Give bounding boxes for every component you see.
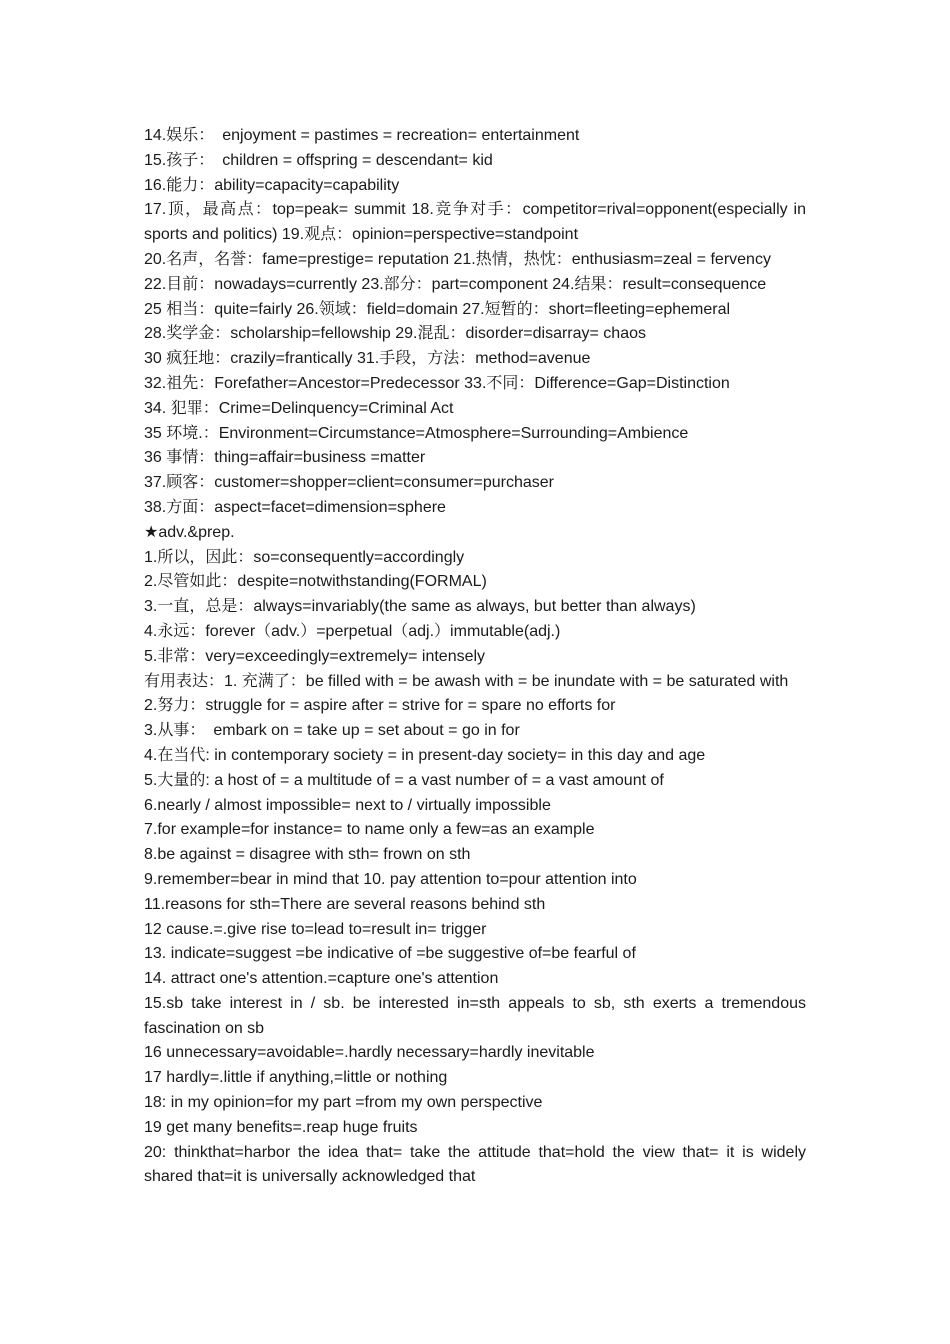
text-line: 30 疯狂地：crazily=frantically 31.手段，方法：method=avenue bbox=[144, 350, 591, 368]
text-line: 4.永远：forever（adv.）=perpetual（adj.）immutable(adj.) bbox=[144, 622, 561, 640]
text-line: 14.娱乐： enjoyment = pastimes = recreation= entertainment bbox=[144, 127, 580, 144]
text-line: 20: thinkthat=harbor the idea that= take the attitude that=hold the view that= it is widely shared that=it is universally acknowledged that bbox=[144, 1143, 806, 1186]
text-line: 9.remember=bear in mind that 10. pay attention to=pour attention into bbox=[144, 870, 637, 888]
text-line: 1.所以，因此：so=consequently=accordingly bbox=[144, 548, 465, 566]
text-line: 12 cause.=.give rise to=lead to=result in= trigger bbox=[144, 920, 487, 938]
text-line: 2.努力：struggle for = aspire after = strive for = spare no efforts for bbox=[144, 697, 616, 715]
text-line: 20.名声，名誉：fame=prestige= reputation 21.热情，热忱：enthusiasm=zeal = fervency bbox=[144, 250, 771, 268]
text-line: 13. indicate=suggest =be indicative of =be suggestive of=be fearful of bbox=[144, 945, 636, 963]
text-line: 17.顶，最高点：top=peak= summit 18.竞争对手：competitor=rival=opponent(especially in sports and politics) 19.观点：opinion=perspective=standpoint bbox=[144, 201, 806, 244]
text-line: 36 事情：thing=affair=business =matter bbox=[144, 449, 426, 467]
text-line: 15.孩子： children = offspring = descendant= kid bbox=[144, 151, 493, 169]
text-line: 7.for example=for instance= to name only a few=as an example bbox=[144, 821, 595, 839]
text-line: 3.一直，总是：always=invariably(the same as always, but better than always) bbox=[144, 598, 696, 616]
document-body bbox=[144, 124, 806, 1190]
text-line: 18: in my opinion=for my part =from my own perspective bbox=[144, 1094, 543, 1112]
text-line: 3.从事： embark on = take up = set about = go in for bbox=[144, 722, 520, 740]
text-line: 35 环境.：Environment=Circumstance=Atmosphere=Surrounding=Ambience bbox=[144, 424, 689, 442]
text-line: 14. attract one's attention.=capture one's attention bbox=[144, 970, 499, 988]
text-line: 22.目前：nowadays=currently 23.部分：part=component 24.结果：result=consequence bbox=[144, 275, 767, 293]
text-line: 11.reasons for sth=There are several reasons behind sth bbox=[144, 895, 546, 913]
text-line: 5.非常：very=exceedingly=extremely= intensely bbox=[144, 647, 486, 665]
text-line: 5.大量的: a host of = a multitude of = a vast number of = a vast amount of bbox=[144, 771, 664, 789]
text-line: 28.奖学金：scholarship=fellowship 29.混乱：disorder=disarray= chaos bbox=[144, 325, 647, 343]
text-line: 16.能力：ability=capacity=capability bbox=[144, 176, 400, 194]
text-line: 38.方面：aspect=facet=dimension=sphere bbox=[144, 498, 446, 516]
text-line: 17 hardly=.little if anything,=little or nothing bbox=[144, 1069, 448, 1087]
text-line: 有用表达：1. 充满了：be filled with = be awash with = be inundate with = be saturated with bbox=[144, 672, 789, 690]
text-line: 34. 犯罪：Crime=Delinquency=Criminal Act bbox=[144, 399, 454, 417]
text-line: 37.顾客：customer=shopper=client=consumer=purchaser bbox=[144, 474, 554, 492]
text-line: 19 get many benefits=.reap huge fruits bbox=[144, 1118, 418, 1136]
text-line: 2.尽管如此：despite=notwithstanding(FORMAL) bbox=[144, 573, 487, 591]
text-line: 32.祖先：Forefather=Ancestor=Predecessor 33.不同：Difference=Gap=Distinction bbox=[144, 374, 730, 392]
text-line: 6.nearly / almost impossible= next to / virtually impossible bbox=[144, 796, 551, 814]
text-line: 25 相当：quite=fairly 26.领域：field=domain 27.短暂的：short=fleeting=ephemeral bbox=[144, 300, 731, 318]
text-line: 16 unnecessary=avoidable=.hardly necessary=hardly inevitable bbox=[144, 1044, 595, 1062]
text-line: ★adv.&prep. bbox=[144, 523, 235, 541]
text-line: 8.be against = disagree with sth= frown on sth bbox=[144, 846, 471, 864]
text-line: 4.在当代: in contemporary society = in present-day society= in this day and age bbox=[144, 746, 706, 764]
text-line: 15.sb take interest in / sb. be interested in=sth appeals to sb, sth exerts a tremendous fascination on sb bbox=[144, 994, 806, 1037]
